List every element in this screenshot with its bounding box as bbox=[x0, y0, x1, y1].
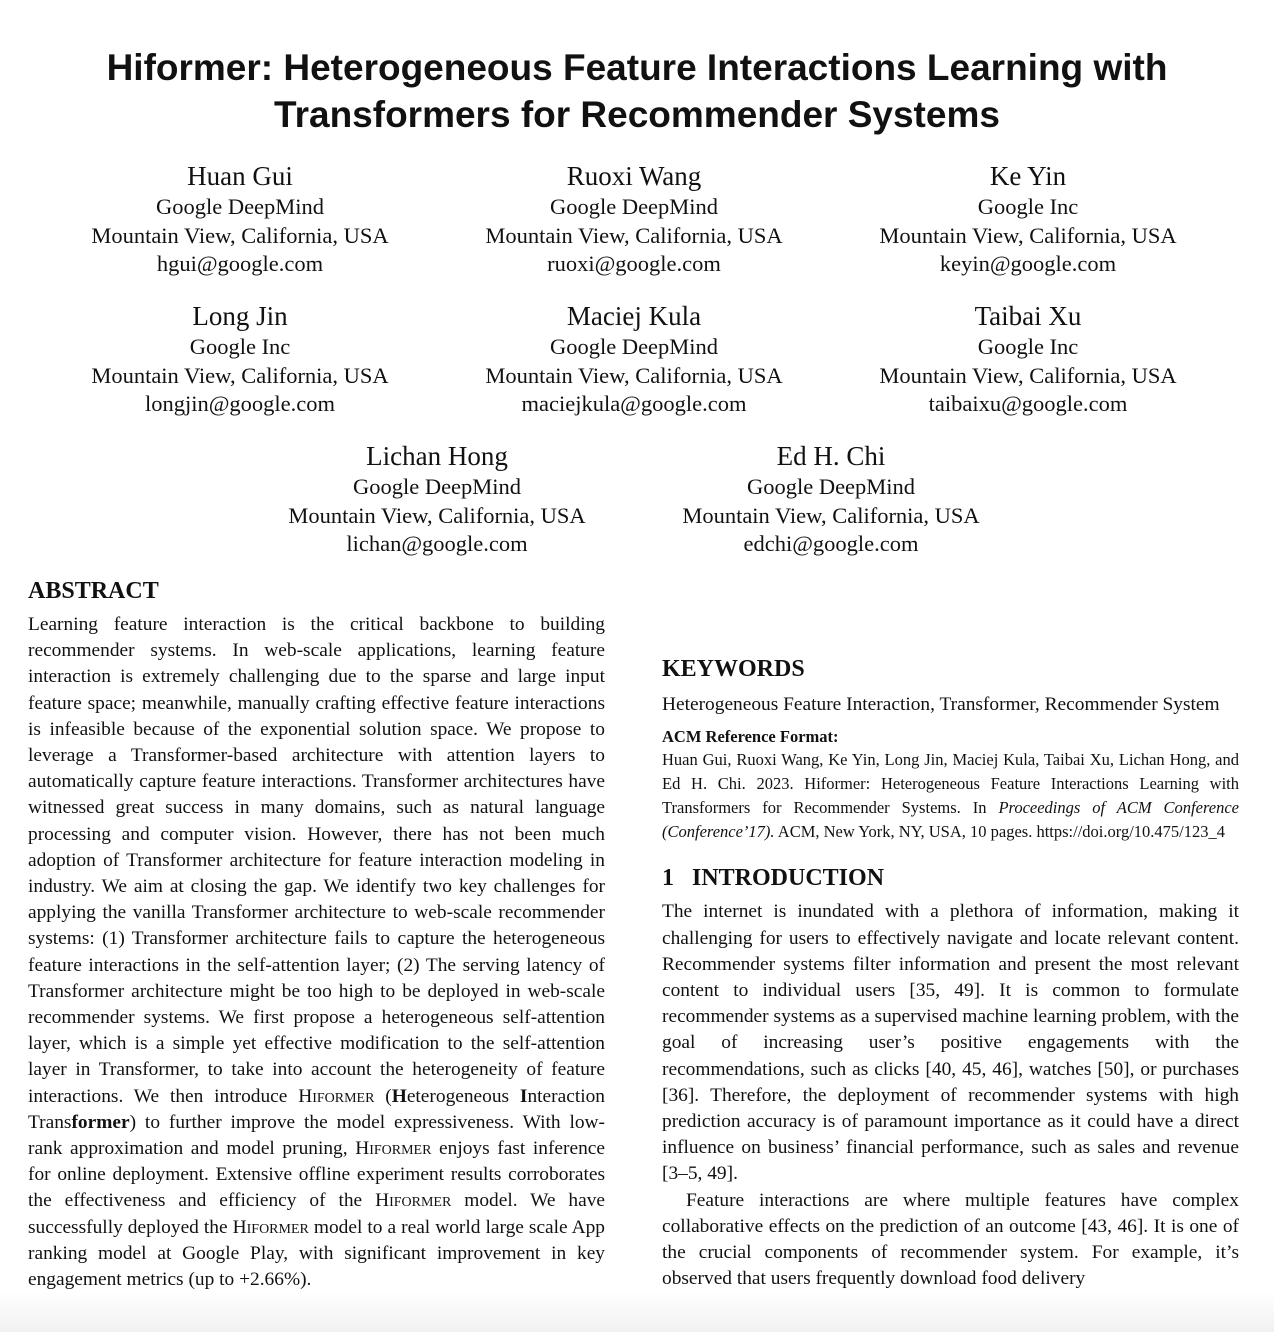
author-email: hgui@google.com bbox=[156, 251, 324, 276]
abstract-text-part: ( bbox=[374, 1085, 392, 1107]
abstract-text-part: enjoys fast inference for online deployment. Extensive offline experiment results corroborates the effectiveness and efficiency of the bbox=[28, 1138, 605, 1212]
author-name: Lichan Hong bbox=[366, 441, 508, 471]
abstract-continuation-spacer bbox=[662, 580, 1239, 632]
abstract-text-part: nteraction Trans bbox=[28, 1085, 605, 1133]
author-block bbox=[434, 160, 834, 279]
author-location: Mountain View, California, USA bbox=[91, 362, 389, 388]
author-email: maciejkula@google.com bbox=[521, 391, 747, 416]
author-name: Ruoxi Wang bbox=[566, 161, 702, 191]
abstract-body bbox=[28, 612, 605, 1293]
author-block bbox=[40, 160, 440, 279]
acm-venue: Proceedings of ACM Conference (Conference’17). bbox=[662, 797, 1239, 841]
abstract-section bbox=[28, 576, 605, 1293]
abstract-text-part: ) to further improve the model expressiveness. With low-rank approximation and model pruning, bbox=[28, 1111, 605, 1160]
paper-title-line-1: Hiformer: Heterogeneous Feature Interactions Learning with bbox=[106, 47, 1168, 88]
author-block bbox=[828, 300, 1228, 419]
author-name: Ke Yin bbox=[989, 161, 1067, 191]
abstract-text-part: model. We have successfully deployed the bbox=[28, 1190, 605, 1238]
author-email: ruoxi@google.com bbox=[547, 251, 721, 276]
author-affiliation: Google Inc bbox=[977, 194, 1079, 219]
author-name: Taibai Xu bbox=[974, 301, 1082, 331]
abstract-text-part: model to a real world large scale App ranking model at Google Play, with significant improvement in key engagement metrics (up to +2.66%). bbox=[28, 1216, 605, 1291]
author-name: Maciej Kula bbox=[566, 301, 702, 331]
acm-text-part: ACM, New York, NY, USA, 10 pages. https://doi.org/10.475/123_4 bbox=[774, 821, 1225, 841]
paper-title-line-2: Transformers for Recommender Systems bbox=[274, 94, 1000, 135]
acm-text-part: Huan Gui, Ruoxi Wang, Ke Yin, Long Jin, Maciej Kula, Taibai Xu, Lichan Hong, and Ed H. Chi. 2023. Hiformer: Heterogeneous Feature Interactions Learning with Transformers for Recommender Systems. In bbox=[662, 750, 1239, 817]
author-block bbox=[237, 440, 637, 559]
author-block bbox=[828, 160, 1228, 279]
introduction-heading: 1 INTRODUCTION bbox=[662, 865, 885, 892]
author-email: edchi@google.com bbox=[743, 531, 919, 556]
acronym-letter: I bbox=[519, 1085, 528, 1107]
right-column bbox=[662, 580, 1239, 1332]
acm-reference-text bbox=[662, 748, 1239, 843]
abstract-text-part: eterogeneous bbox=[406, 1085, 520, 1107]
author-location: Mountain View, California, USA bbox=[682, 502, 980, 528]
author-name: Huan Gui bbox=[187, 161, 293, 191]
hiformer-name: Hiformer bbox=[375, 1190, 452, 1212]
acm-reference-heading: ACM Reference Format: bbox=[662, 727, 839, 747]
author-affiliation: Google DeepMind bbox=[549, 194, 719, 219]
author-email: keyin@google.com bbox=[939, 251, 1117, 276]
author-name: Ed H. Chi bbox=[776, 441, 886, 471]
paper-title bbox=[0, 44, 1274, 138]
introduction-paragraph-1: The internet is inundated with a plethora of information, making it challenging for users to effectively navigate and locate relevant content. Recommender systems filter information and present the most relevant content to individual users [35, 49]. It is common to formulate recommender systems as a supervised machine learning problem, with the goal of increasing user’s positive engagements with the recommendations, such as clicks [40, 45, 46], watches [50], or purchases [36]. Therefore, the deployment of recommender systems with high prediction accuracy is of paramount importance as it could have a direct influence on business’ financial performance, such as sales and revenue [3–5, 49]. bbox=[662, 901, 1239, 1185]
acronym-letter: H bbox=[391, 1085, 407, 1107]
author-location: Mountain View, California, USA bbox=[879, 362, 1177, 388]
abstract-text-part: Learning feature interaction is the critical backbone to building recommender systems. In web-scale applications, learning feature interaction is extremely challenging due to the sparse and large input feature space; meanwhile, manually crafting effective feature interactions is infeasible because of the exponential solution space. We propose to leverage a Transformer-based architecture with attention layers to automatically capture feature interactions. Transformer architectures have witnessed great success in many domains, such as natural language processing and computer vision. However, there has not been much adoption of Transformer architecture for feature interaction modeling in industry. We aim at closing the gap. We identify two key challenges for applying the vanilla Transformer architecture to web-scale recommender systems: (1) Transformer architecture fails to capture the heterogeneous feature interactions in the self-attention layer; (2) The serving latency of Transformer architecture might be too high to be deployed in web-scale recommender systems. We first propose a heterogeneous self-attention layer, which is a simple yet effective modification to the self-attention layer in Transformer, to take into account the heterogeneity of feature interactions. We then introduce bbox=[28, 614, 605, 1107]
author-location: Mountain View, California, USA bbox=[288, 502, 586, 528]
hiformer-name: Hiformer bbox=[298, 1085, 375, 1107]
author-affiliation: Google DeepMind bbox=[746, 474, 916, 499]
author-affiliation: Google DeepMind bbox=[549, 334, 719, 359]
introduction-paragraph-2: Feature interactions are where multiple features have complex collaborative effects on the prediction of an outcome [43, 46]. It is one of the crucial components of recommender system. For example, it’s observed that users frequently download food delivery bbox=[662, 1189, 1239, 1290]
author-email: longjin@google.com bbox=[144, 391, 336, 416]
author-location: Mountain View, California, USA bbox=[879, 222, 1177, 248]
hiformer-name: Hiformer bbox=[232, 1216, 309, 1238]
author-location: Mountain View, California, USA bbox=[485, 222, 783, 248]
author-affiliation: Google Inc bbox=[977, 334, 1079, 359]
author-name: Long Jin bbox=[192, 301, 288, 331]
author-block bbox=[631, 440, 1031, 559]
author-email: lichan@google.com bbox=[346, 531, 528, 556]
author-block bbox=[434, 300, 834, 419]
author-location: Mountain View, California, USA bbox=[485, 362, 783, 388]
author-email: taibaixu@google.com bbox=[928, 391, 1128, 416]
keywords-heading: KEYWORDS bbox=[662, 656, 805, 682]
hiformer-name: Hiformer bbox=[355, 1138, 432, 1160]
acronym-letter: former bbox=[71, 1111, 130, 1133]
keywords-text: Heterogeneous Feature Interaction, Transformer, Recommender System bbox=[662, 694, 1220, 715]
author-affiliation: Google DeepMind bbox=[155, 194, 325, 219]
author-block bbox=[40, 300, 440, 419]
author-affiliation: Google Inc bbox=[189, 334, 291, 359]
author-affiliation: Google DeepMind bbox=[352, 474, 522, 499]
author-location: Mountain View, California, USA bbox=[91, 222, 389, 248]
abstract-heading: ABSTRACT bbox=[28, 578, 159, 604]
